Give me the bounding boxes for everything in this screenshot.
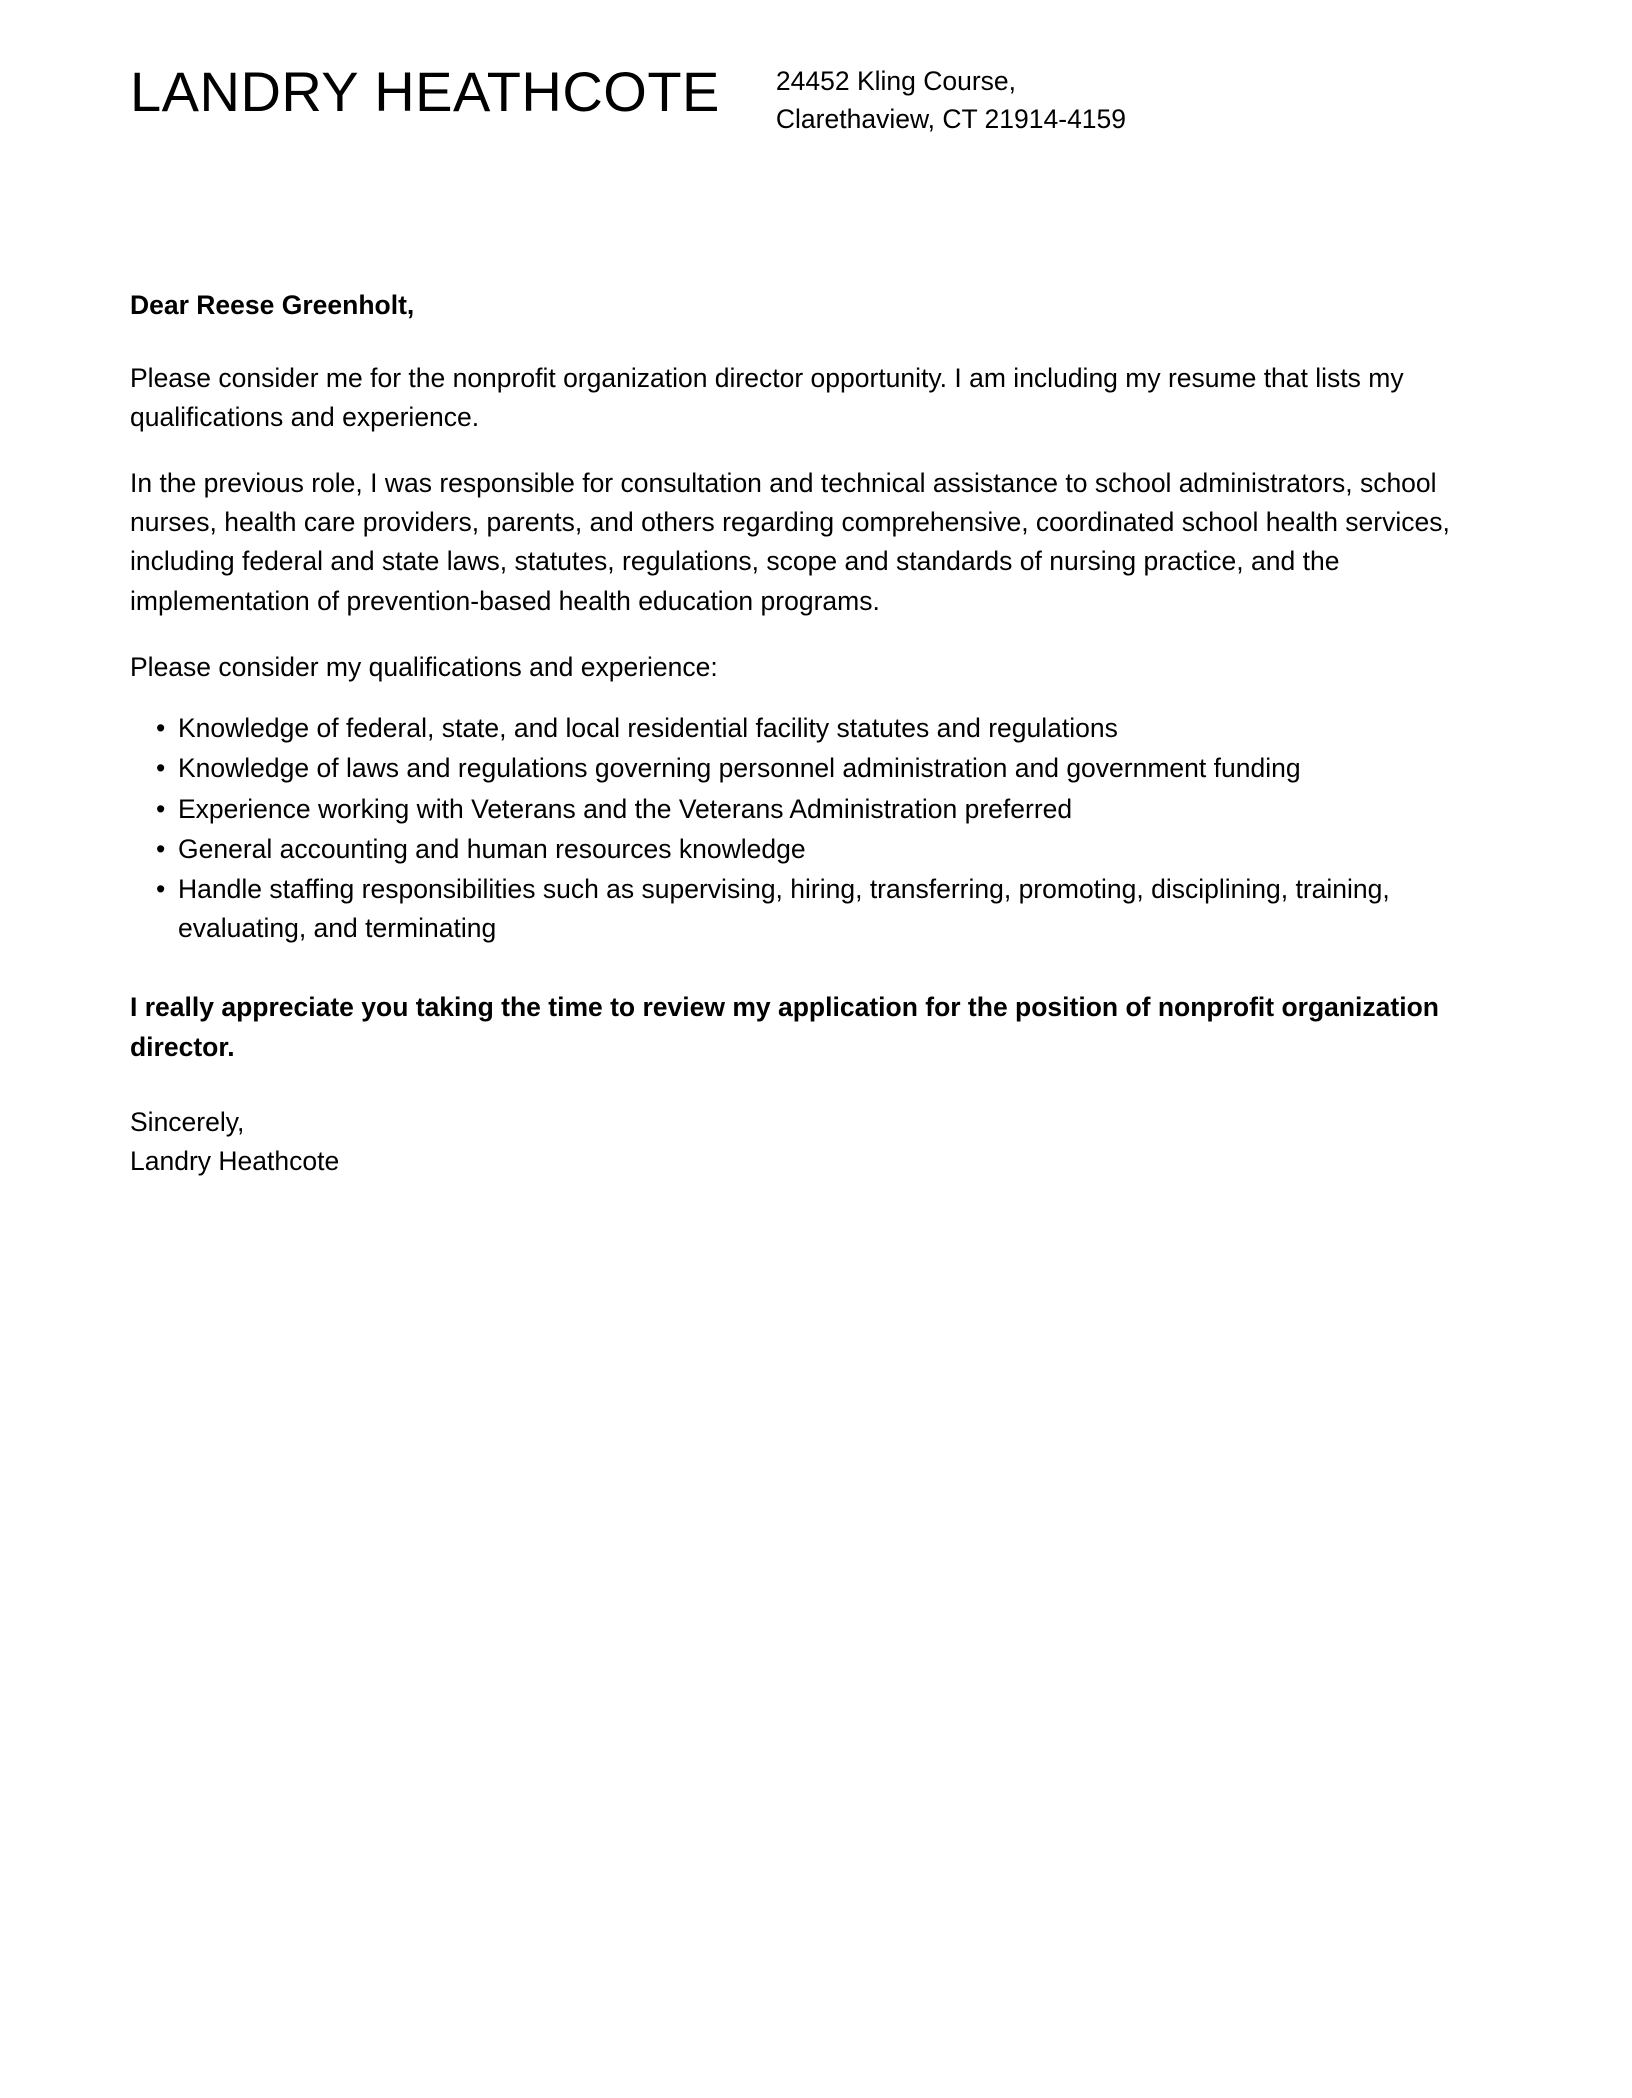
- list-item: • Handle staffing responsibilities such as supervising, hiring, transferring, promoting, disciplining, training, evaluating, and terminating: [130, 870, 1492, 948]
- paragraph-closing: I really appreciate you taking the time to review my application for the position of nonprofit organization director.: [130, 992, 1439, 1062]
- applicant-address: [776, 58, 1126, 139]
- list-item: • General accounting and human resources knowledge: [130, 830, 1492, 869]
- qualifications-list: [130, 709, 1492, 948]
- address-line-1: 24452 Kling Course,: [775, 66, 1017, 96]
- list-item: • Knowledge of laws and regulations governing personnel administration and government funding: [130, 749, 1492, 788]
- paragraph-experience: In the previous role, I was responsible for consultation and technical assistance to school administrators, school nurses, health care providers, parents, and others regarding comprehensive, coordinated school health services, including federal and state laws, statutes, regulations, scope and standards of nursing practice, and the implementation of prevention-based health education programs.: [130, 468, 1450, 616]
- salutation: Dear Reese Greenholt,: [130, 289, 415, 320]
- letter-body: [0, 286, 1632, 1181]
- paragraph-opening: Please consider me for the nonprofit organization director opportunity. I am including my resume that lists my qualifications and experience.: [130, 362, 1404, 432]
- letter-header: [0, 0, 1632, 139]
- qualifications-intro: Please consider my qualifications and experience:: [130, 651, 718, 682]
- page-title: LANDRY HEATHCOTE: [130, 60, 720, 123]
- signature-block: [130, 1103, 1502, 1181]
- address-line-2: Clarethaview, CT 21914-4159: [775, 104, 1127, 135]
- list-item: • Knowledge of federal, state, and local residential facility statutes and regulations: [130, 709, 1492, 748]
- signoff-text: Sincerely,: [130, 1106, 245, 1137]
- list-item: • Experience working with Veterans and the Veterans Administration preferred: [130, 790, 1492, 829]
- signature-name: Landry Heathcote: [130, 1146, 340, 1177]
